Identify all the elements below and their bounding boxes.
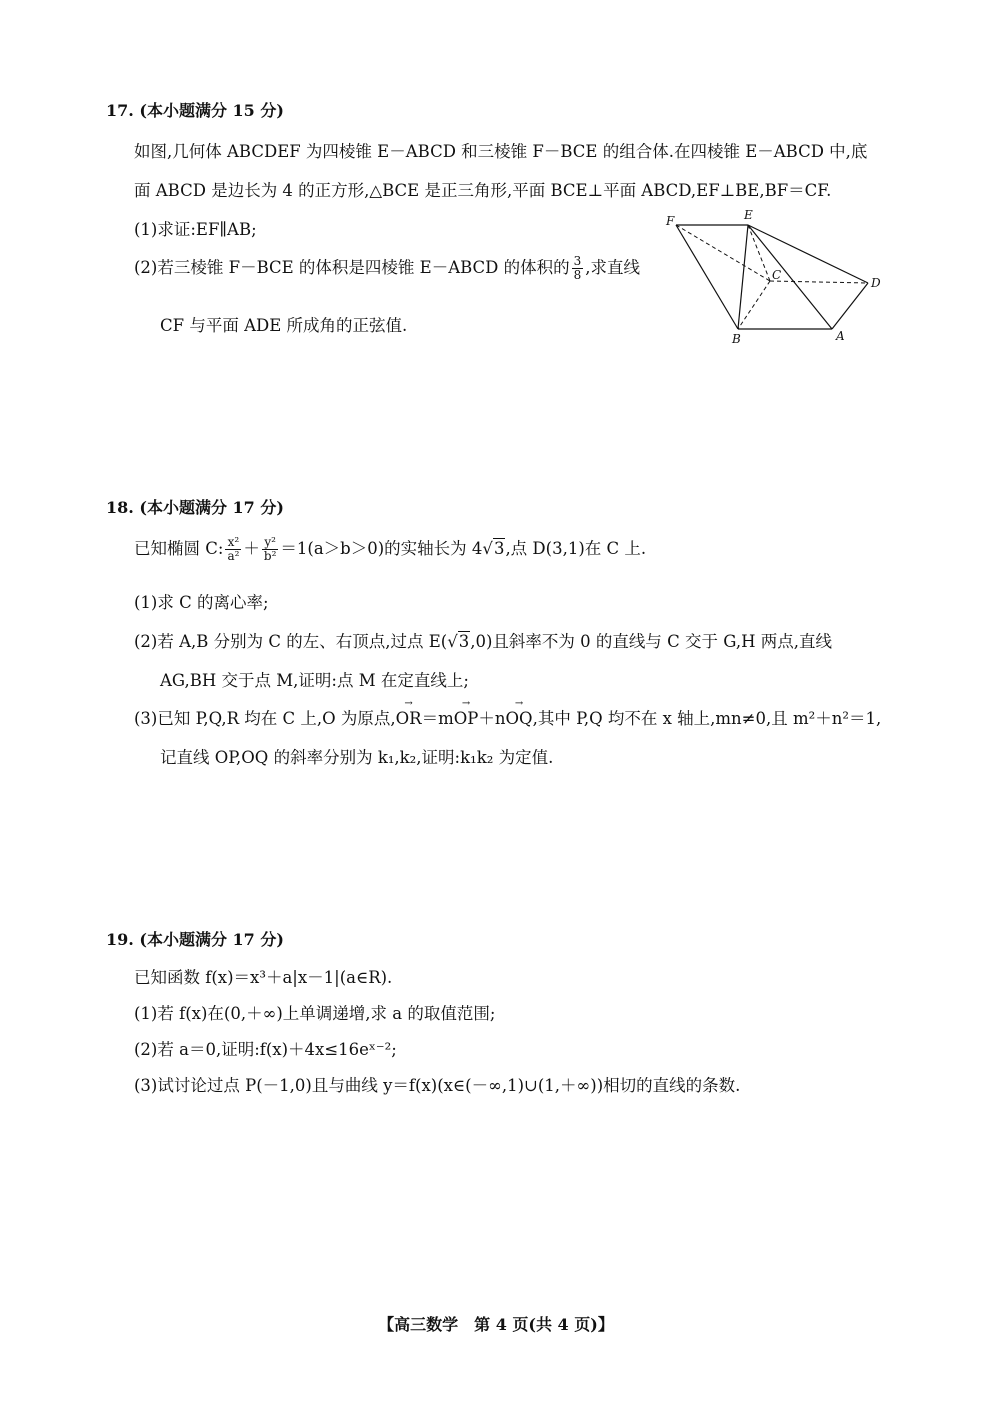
q17-stem-line2: 面 ABCD 是边长为 4 的正方形,△BCE 是正三角形,平面 BCE⊥平面 ABCD,EF⊥BE,BF＝CF. [134, 181, 832, 200]
q18-part2-a: (2)若 A,B 分别为 C 的左、右顶点,过点 E( [134, 632, 448, 651]
edge-FB [676, 225, 738, 329]
q18-frac-y [262, 536, 279, 563]
edge-EA [748, 225, 832, 329]
label-E: E [744, 208, 753, 222]
q18-stem-a: 已知椭圆 C: [134, 539, 224, 558]
q18-stem-c: ,点 D(3,1)在 C 上. [505, 539, 647, 558]
q19-part2: (2)若 a＝0,证明:f(x)＋4x≤16eˣ⁻²; [134, 1040, 397, 1059]
q17-part2-line2: CF 与平面 ADE 所成角的正弦值. [160, 316, 408, 335]
label-C: C [772, 268, 782, 282]
edge-ED [748, 225, 868, 283]
q18-part2-line2: AG,BH 交于点 M,证明:点 M 在定直线上; [160, 671, 469, 690]
q18-stem-plus: ＋ [243, 539, 260, 558]
q18-part2-b: ,0)且斜率不为 0 的直线与 C 交于 G,H 两点,直线 [470, 632, 832, 651]
q18-vec-OQ: → OQ [506, 709, 533, 728]
edge-FC [676, 225, 770, 281]
q17-part1: (1)求证:EF∥AB; [134, 220, 257, 239]
page-footer: 【高三数学 第 4 页(共 4 页)】 [378, 1315, 614, 1334]
q18-stem-b: ＝1(a＞b＞0)的实轴长为 4 [280, 539, 483, 558]
q18-frac-x-num: x² [225, 536, 241, 550]
q17-stem-line1: 如图,几何体 ABCDEF 为四棱锥 E－ABCD 和三棱锥 F－BCE 的组合体.在四棱锥 E－ABCD 中,底 [134, 142, 868, 161]
q17-part2-before: (2)若三棱锥 F－BCE 的体积是四棱锥 E－ABCD 的体积的 [134, 258, 570, 277]
q17-header: 17. (本小题满分 15 分) [106, 101, 284, 120]
q18-vec-OR: → OR [396, 709, 422, 728]
label-D: D [871, 276, 881, 290]
q18-stem-root: 3 [493, 539, 505, 558]
q17-part2-after: ,求直线 [585, 258, 641, 277]
q17-part2 [134, 254, 640, 282]
q18-vec-OP: → OP [454, 709, 479, 728]
q18-part3-eq: ＝m [421, 709, 454, 728]
edge-CB [738, 281, 770, 329]
q18-frac-y-den: b² [263, 549, 277, 563]
q19-part1: (1)若 f(x)在(0,＋∞)上单调递增,求 a 的取值范围; [134, 1004, 496, 1023]
geometry-figure [660, 205, 890, 345]
label-B: B [732, 332, 741, 345]
q19-stem: 已知函数 f(x)＝x³＋a|x－1|(a∈R). [134, 968, 393, 987]
q18-part2-line1: (2)若 A,B 分别为 C 的左、右顶点,过点 E(√3,0)且斜率不为 0 的直线与 C 交于 G,H 两点,直线 [134, 632, 832, 651]
q17-fraction-num: 3 [573, 254, 582, 268]
edge-AD [832, 283, 868, 329]
label-F: F [666, 214, 675, 228]
q18-part3-line1 [134, 705, 881, 729]
q18-frac-x [225, 536, 241, 563]
q19-part3: (3)试讨论过点 P(－1,0)且与曲线 y＝f(x)(x∈(－∞,1)∪(1,＋∞))相切的直线的条数. [134, 1076, 741, 1095]
q17-fraction-den: 8 [573, 268, 582, 282]
q18-part3-plus: ＋n [478, 709, 506, 728]
q18-stem: 已知椭圆 C: $\frac{\text{x²}}{\text{a²}}$ ＋ $\frac{\text{y²}}{\text{b²}}$ ＝1(a＞b＞0)的实轴长为 4√3,点 D(3,1)在 C 上. [134, 535, 647, 563]
q18-frac-y-num: y² [262, 536, 279, 550]
q18-part3-a: (3)已知 P,Q,R 均在 C 上,O 为原点, [134, 709, 396, 728]
q18-part1: (1)求 C 的离心率; [134, 593, 269, 612]
q18-part2-root: 3 [458, 632, 470, 651]
q18-part3-b: ,其中 P,Q 均不在 x 轴上,mn≠0,且 m²＋n²＝1, [532, 709, 882, 728]
q18-header: 18. (本小题满分 17 分) [106, 498, 284, 517]
edge-CD [770, 281, 868, 283]
label-A: A [836, 329, 845, 343]
q18-frac-x-den: a² [227, 549, 240, 563]
edge-EB [738, 225, 748, 329]
q19-header: 19. (本小题满分 17 分) [106, 930, 284, 949]
q18-part3-line2: 记直线 OP,OQ 的斜率分别为 k₁,k₂,证明:k₁k₂ 为定值. [160, 748, 554, 767]
q17-fraction [572, 255, 584, 282]
